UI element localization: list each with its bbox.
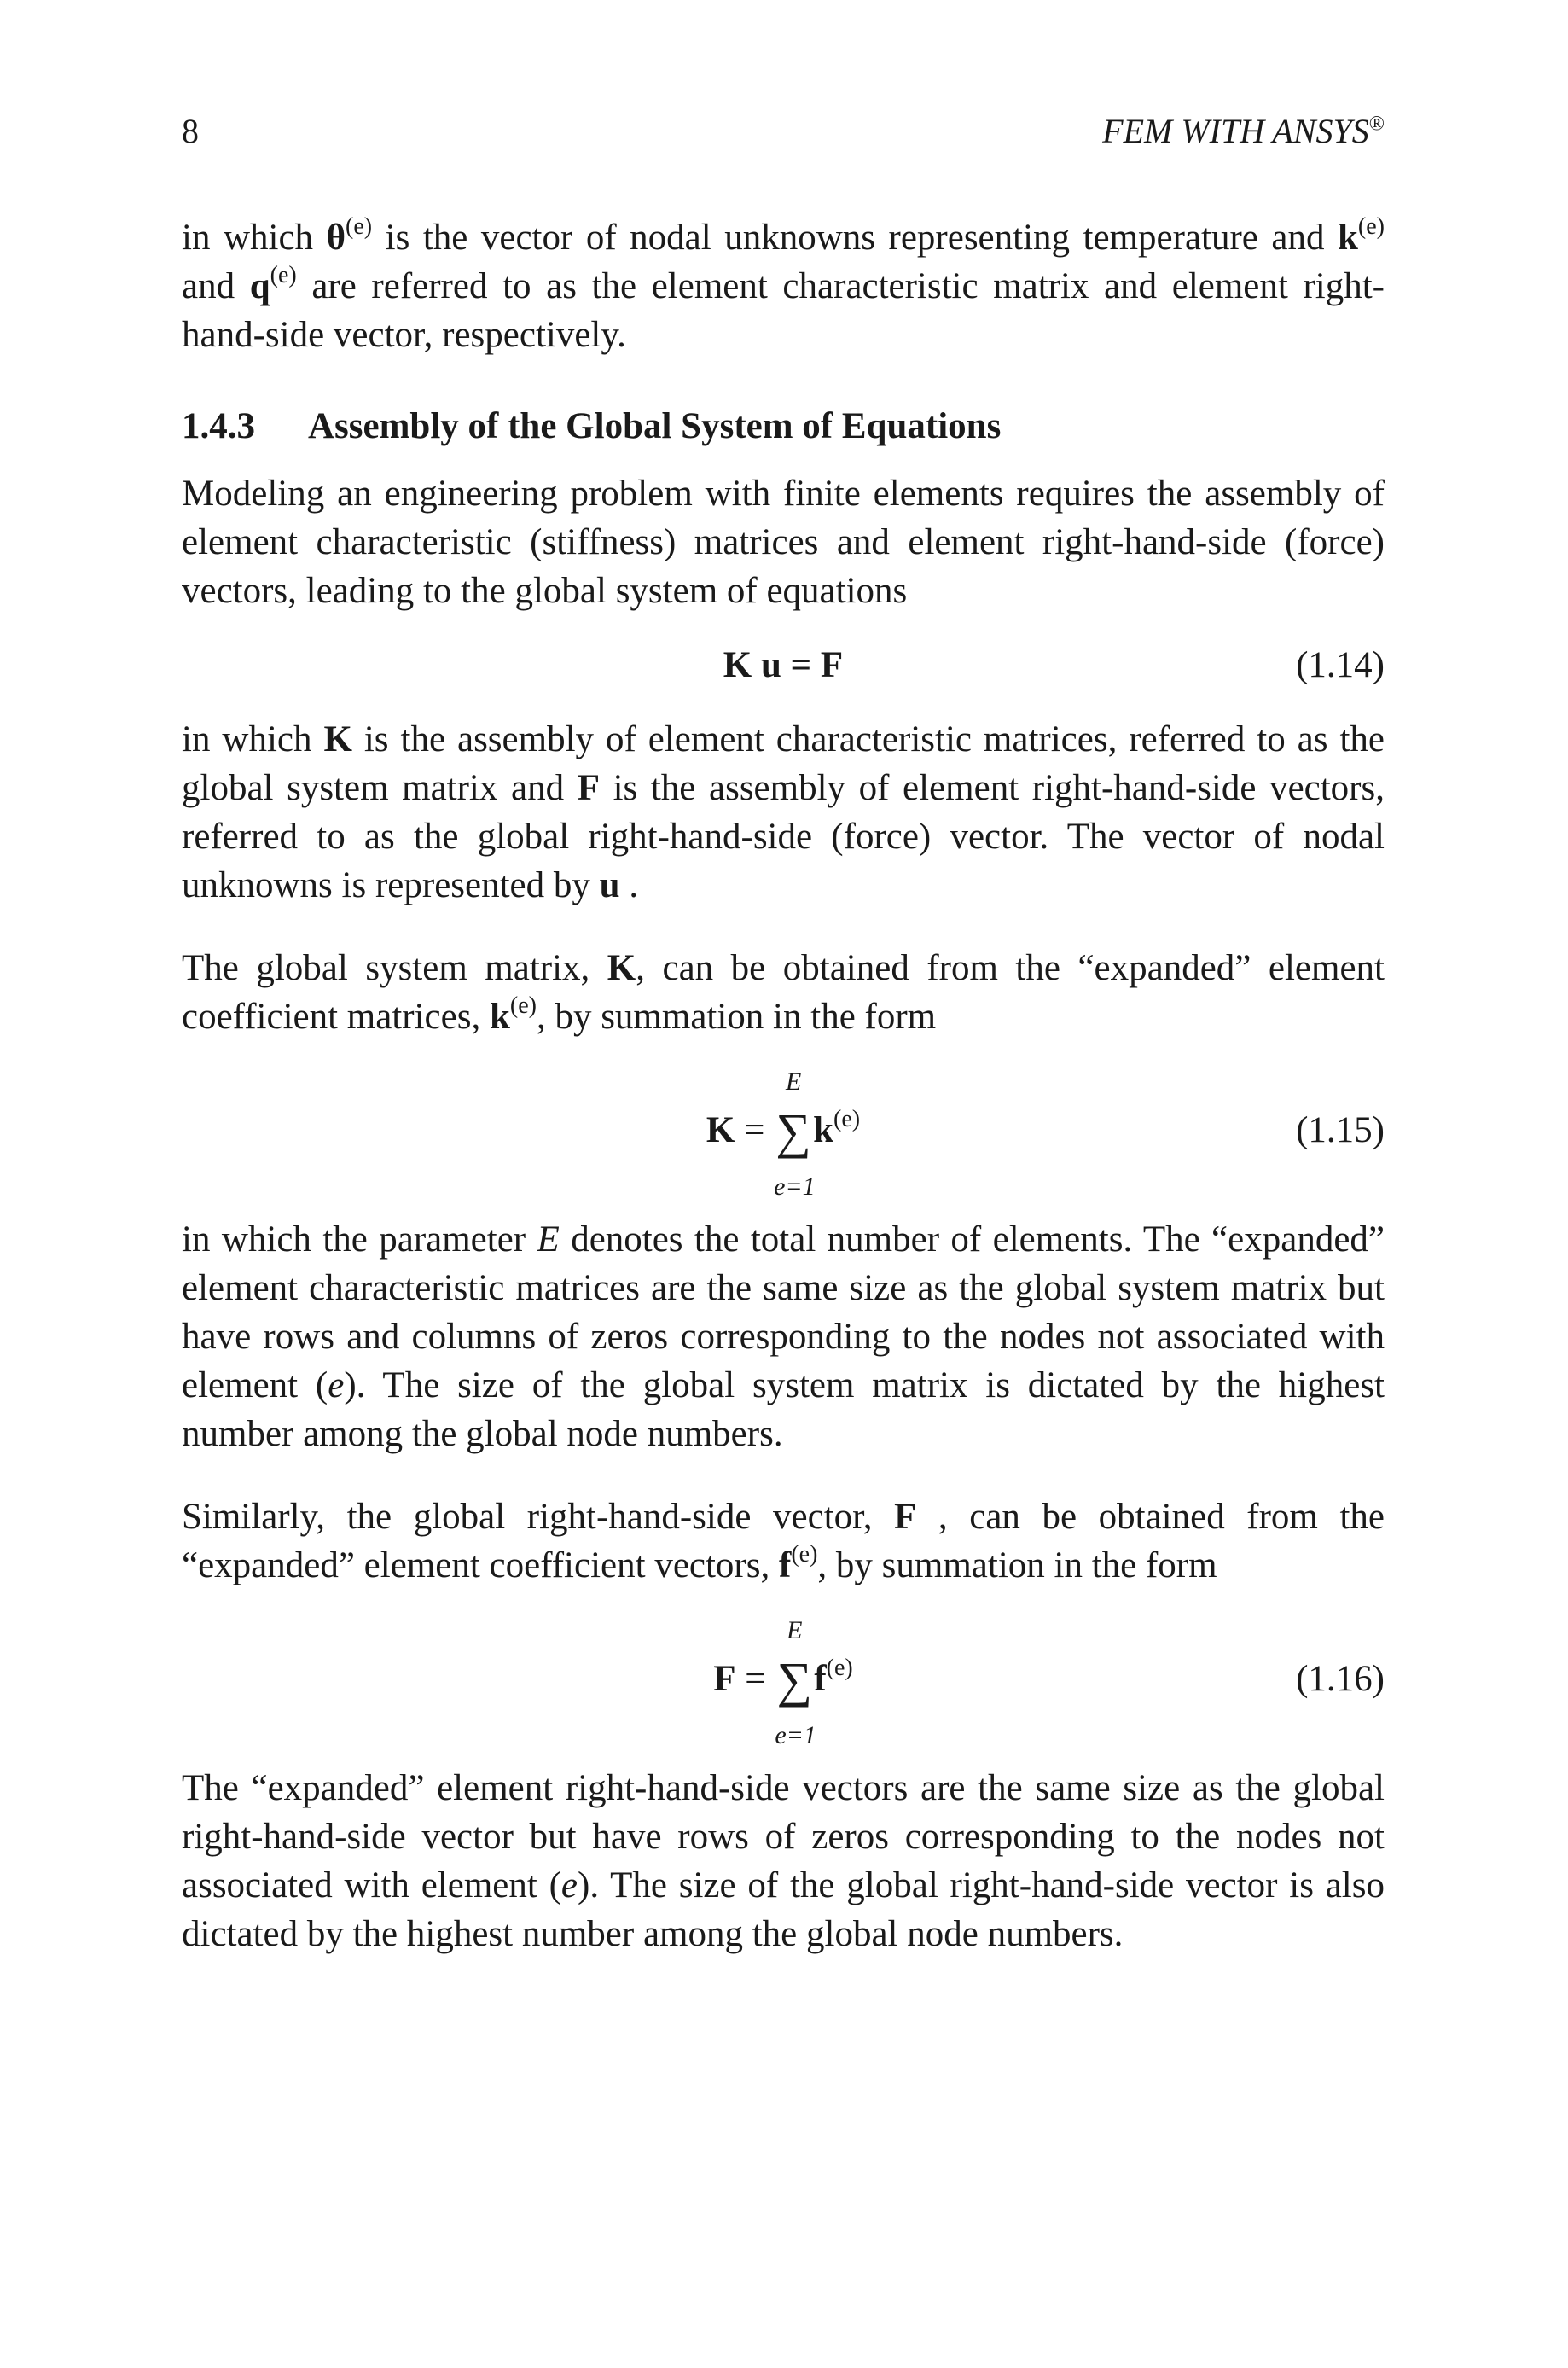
symbol-e: e xyxy=(328,1365,345,1405)
text-run: ). The size of the global system matrix is dictated by the highest number among the global node numbers. xyxy=(182,1365,1385,1454)
superscript-e: (e) xyxy=(1357,213,1385,240)
running-header xyxy=(182,111,1385,162)
paragraph-matrix-summation xyxy=(182,944,1385,1041)
text-run: The global system matrix, xyxy=(182,948,607,988)
paragraph-expanded-matrices xyxy=(182,1215,1385,1458)
text-run: in which the parameter xyxy=(182,1219,537,1260)
running-title xyxy=(1102,111,1385,151)
equals-sign: = xyxy=(735,1110,775,1150)
symbol-q: q xyxy=(249,266,270,306)
symbol-f: f xyxy=(814,1659,827,1699)
text-run: is the assembly of element right-hand-side vectors, referred to as the global right-hand-side (force) vector. The vector of nodal unknowns is represented by xyxy=(182,768,1385,905)
symbol-k: k xyxy=(489,997,510,1037)
text-run: and xyxy=(182,266,250,306)
text-run: , can be obtained from the “expanded” element coefficient vectors, xyxy=(182,1497,1385,1585)
superscript-e: (e) xyxy=(791,1541,818,1568)
text-run: in which xyxy=(182,719,324,759)
superscript-e: (e) xyxy=(833,1106,861,1132)
book-page xyxy=(182,111,1385,1958)
page-number: 8 xyxy=(182,112,199,150)
paragraph-global-matrix xyxy=(182,715,1385,910)
text-run: is the assembly of element characteristic matrices, referred to as the global system matrix and xyxy=(182,719,1385,808)
paragraph-expanded-vectors xyxy=(182,1764,1385,1958)
equation-body: K u = F xyxy=(723,645,844,685)
symbol-K: K xyxy=(323,719,352,759)
section-number: 1.4.3 xyxy=(182,406,255,446)
equals-sign: = xyxy=(735,1659,775,1699)
text-run: Similarly, the global right-hand-side vector, xyxy=(182,1497,895,1537)
equation-body xyxy=(182,1615,1385,1749)
symbol-K: K xyxy=(607,948,636,988)
sum-lower-limit: e=1 xyxy=(775,1720,816,1749)
equation-number: (1.15) xyxy=(1296,1110,1385,1150)
text-run: , by summation in the form xyxy=(536,997,937,1037)
symbol-F: F xyxy=(713,1659,736,1699)
symbol-e: e xyxy=(560,1865,578,1905)
summation xyxy=(774,1067,816,1201)
text-run: . xyxy=(619,865,639,905)
equation-number: (1.14) xyxy=(1296,645,1385,685)
text-run: ). The size of the global right-hand-side vector is also dictated by the highest number among the global node numbers. xyxy=(182,1865,1385,1954)
summation xyxy=(775,1615,816,1749)
equation-1-14 xyxy=(182,641,1385,689)
text-run: denotes the total number of elements. The “expanded” element characteristic matrices are the same size as the global system matrix but have rows and columns of zeros corresponding to the nodes not associated with element ( xyxy=(182,1219,1385,1405)
equation-1-15 xyxy=(182,1058,1385,1203)
paragraph-assembly-intro: Modeling an engineering problem with finite elements requires the assembly of element characteristic (stiffness) matrices and element right-hand-side (force) vectors, leading to the global system of equations xyxy=(182,474,1385,611)
equation-body xyxy=(182,1067,1385,1201)
section-heading xyxy=(182,402,1385,451)
symbol-K: K xyxy=(706,1110,735,1150)
sum-upper-limit: E xyxy=(787,1615,803,1644)
superscript-e: (e) xyxy=(826,1655,853,1681)
equation-number: (1.16) xyxy=(1296,1659,1385,1699)
symbol-F: F xyxy=(577,768,600,808)
section-title: Assembly of the Global System of Equations xyxy=(308,406,1002,446)
symbol-k: k xyxy=(1338,218,1358,258)
sigma-symbol: ∑ xyxy=(776,1651,812,1708)
text-run: The “expanded” element right-hand-side vectors are the same size as the global right-hand-side vector but have rows of zeros corresponding to the nodes not associated with element ( xyxy=(182,1768,1385,1905)
symbol-u: u xyxy=(599,865,620,905)
text-run: , by summation in the form xyxy=(817,1545,1217,1585)
paragraph-element-definitions xyxy=(182,213,1385,359)
paragraph-vector-summation xyxy=(182,1492,1385,1590)
superscript-e: (e) xyxy=(509,992,537,1019)
text-run: , can be obtained from the “expanded” element coefficient matrices, xyxy=(182,948,1385,1037)
symbol-f: f xyxy=(779,1545,792,1585)
symbol-theta: θ xyxy=(326,218,346,258)
sum-lower-limit: e=1 xyxy=(774,1172,816,1201)
symbol-k: k xyxy=(813,1110,834,1150)
running-title-text: FEM WITH ANSYS xyxy=(1102,112,1369,150)
registered-mark: ® xyxy=(1368,113,1385,136)
superscript-e: (e) xyxy=(346,213,373,240)
equation-1-16 xyxy=(182,1607,1385,1752)
symbol-F: F xyxy=(894,1497,917,1537)
superscript-e: (e) xyxy=(270,262,297,288)
text-run: are referred to as the element characteristic matrix and element right-hand-side vector, respectively. xyxy=(182,266,1385,355)
sigma-symbol: ∑ xyxy=(775,1103,811,1159)
text-run: is the vector of nodal unknowns representing temperature and xyxy=(372,218,1338,258)
sum-upper-limit: E xyxy=(785,1067,802,1096)
symbol-E: E xyxy=(537,1219,560,1260)
text-run: in which xyxy=(182,218,327,258)
